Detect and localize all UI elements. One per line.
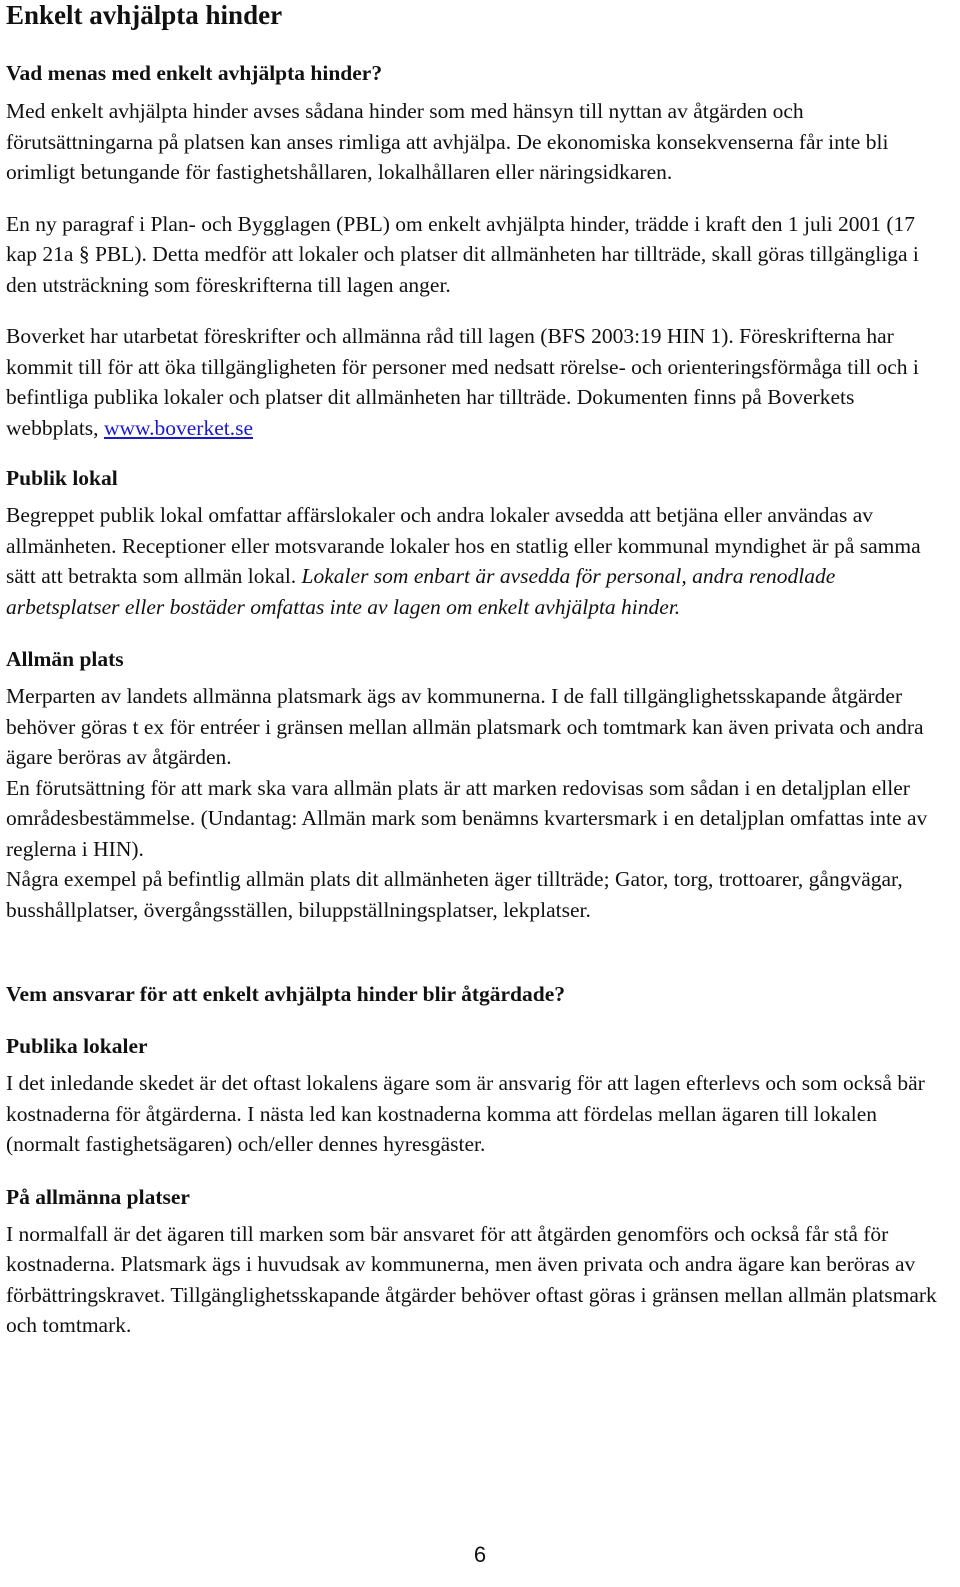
paragraph-allman-plats-3: Några exempel på befintlig allmän plats dit allmänheten äger tillträde; Gator, torg, trottoarer, gångvägar, busshållplatser, övergångsställen, biluppställningsplatser, lekplatser. [6, 867, 903, 922]
paragraph-publik-lokal [6, 500, 951, 622]
boverket-link[interactable]: www.boverket.se [103, 415, 253, 440]
heading-allmanna-platser: På allmänna platser [6, 1184, 190, 1209]
heading-allman-plats: Allmän plats [6, 647, 124, 671]
paragraph-allman-plats-1: Merparten av landets allmänna platsmark ägs av kommunerna. I de fall tillgänglighetsskapande åtgärder behöver göras t ex för entréer i gränsen mellan allmän platsmark och tomtmark kan även privata och andra ägare beröras av åtgärden. [6, 684, 924, 769]
paragraph-publika-lokaler: I det inledande skedet är det oftast lokalens ägare som är ansvarig för att lagen efterlevs och som också bär kostnaderna för åtgärderna. I nästa led kan kostnaderna komma att fördelas mellan ägaren till lokalen (normalt fastighetsägaren) och/eller dennes hyresgäster. [6, 1071, 925, 1156]
paragraph-boverket-text: Boverket har utarbetat föreskrifter och allmänna råd till lagen (BFS 2003:19 HIN 1). Föreskrifterna har kommit till för att öka tillgängligheten för personer med nedsatt rörelse- och orienteringsförmåga till och i befintliga publika lokaler och platser dit allmänheten har tillträde. Dokumenten finns på Boverkets webbplats, [6, 324, 919, 440]
paragraph-pbl: En ny paragraf i Plan- och Bygglagen (PBL) om enkelt avhjälpta hinder, trädde i kraft den 1 juli 2001 (17 kap 21a § PBL). Detta medför att lokaler och platser dit allmänheten har tillträde, skall göras tillgängliga i den utsträckning som föreskrifterna till lagen anger. [6, 211, 919, 297]
heading-publika-lokaler: Publika lokaler [6, 1034, 148, 1058]
document-page [6, 0, 951, 1341]
paragraph-allmanna-platser: I normalfall är det ägaren till marken som bär ansvaret för att åtgärden genomförs och också får stå för kostnaderna. Platsmark ägs i huvudsak av kommunerna, men även privata och andra ägare kan beröras av förbättringskravet. Tillgänglighetsskapande åtgärder behöver oftast göras i gränsen mellan allmän platsmark och tomtmark. [6, 1221, 937, 1337]
paragraph-definition: Med enkelt avhjälpta hinder avses sådana hinder som med hänsyn till nyttan av åtgärden och förutsättningarna på platsen kan anses rimliga att avhjälpa. De ekonomiska konsekvenserna får inte bli orimligt betungande för fastighetshållaren, lokalhållaren eller näringsidkaren. [6, 99, 889, 184]
heading-vem-ansvarar: Vem ansvarar för att enkelt avhjälpta hinder blir åtgärdade? [6, 982, 566, 1006]
heading-publik-lokal: Publik lokal [6, 466, 118, 490]
paragraph-publik-lokal-italic: Lokaler som enbart är avsedda för personal, andra renodlade arbetsplatser eller bostäder omfattas inte av lagen om enkelt avhjälpta hinder. [6, 564, 836, 619]
paragraph-publik-lokal-text: Begreppet publik lokal omfattar affärslokaler och andra lokaler avsedda att betjäna eller användas av allmänheten. Receptioner eller motsvarande lokaler hos en statlig eller kommunal myndighet är på samma sätt att betrakta som allmän lokal. [6, 503, 921, 588]
page-number: 6 [473, 1542, 487, 1567]
page-title: Enkelt avhjälpta hinder [6, 0, 283, 30]
paragraph-boverket [6, 321, 951, 443]
heading-vad-menas: Vad menas med enkelt avhjälpta hinder? [6, 61, 383, 85]
paragraph-allman-plats-2: En förutsättning för att mark ska vara allmän plats är att marken redovisas som sådan i en detaljplan eller områdesbestämmelse. (Undantag: Allmän mark som benämns kvartersmark i en detaljplan omfattas inte av reglerna i HIN). [6, 775, 928, 861]
